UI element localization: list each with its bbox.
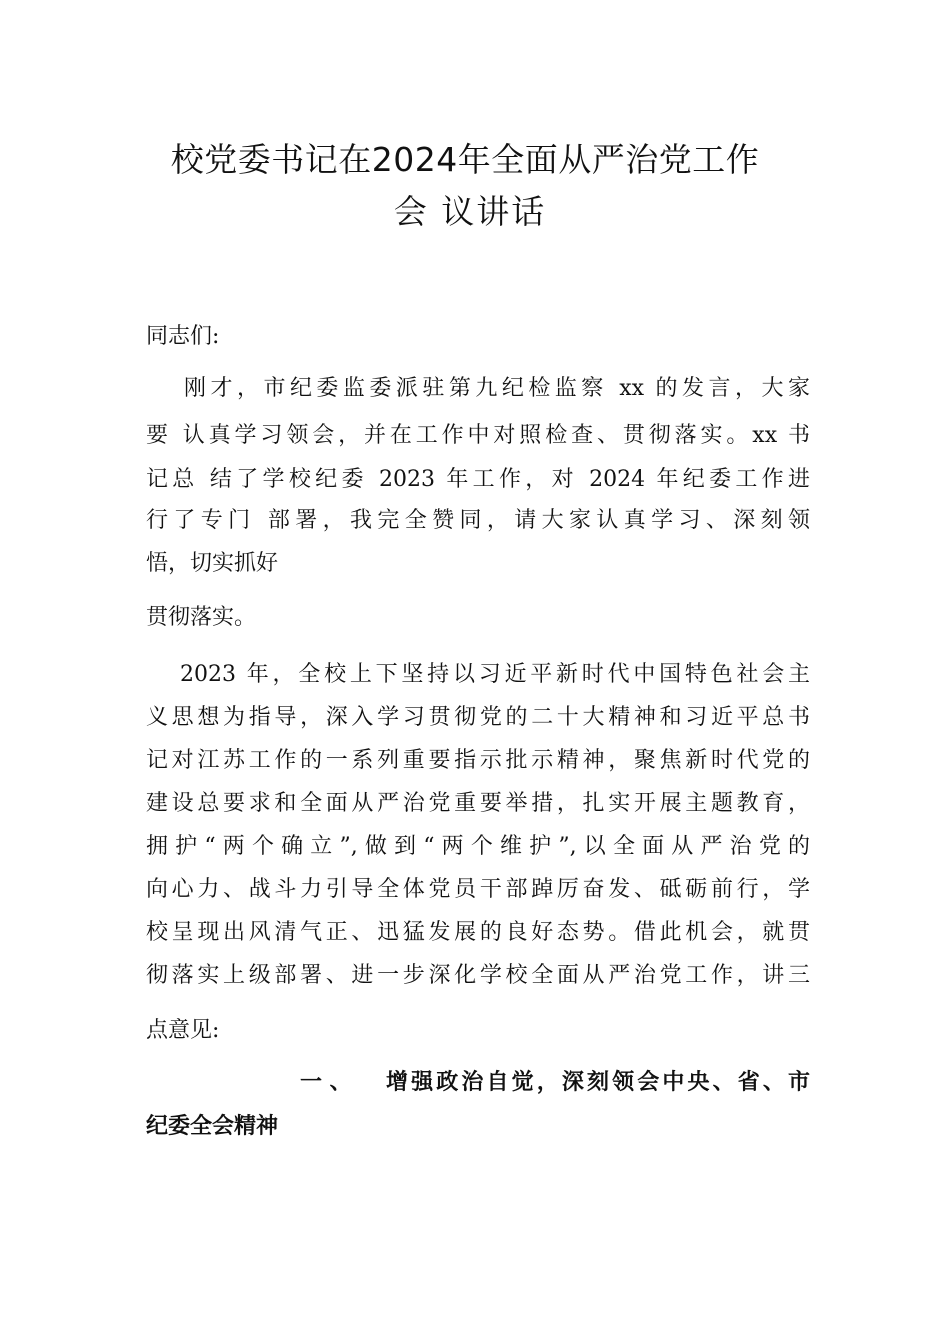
paragraph-1-line-5: 悟，切实抓好 <box>146 551 279 576</box>
document-title-line-1: 校党委书记在2024年全面从严治党工作 <box>170 140 760 179</box>
paragraph-2-line-5: 拥护“两个确立”,做到“两个维护”,以全面从严治党的 <box>146 834 810 859</box>
paragraph-2-line-1: 2023 年，全校上下坚持以习近平新时代中国特色社会主 <box>180 662 810 687</box>
paragraph-2-line-4: 建设总要求和全面从严治党重要举措，扎实开展主题教育， <box>146 791 810 816</box>
paragraph-1-line-1: 刚才，市纪委监委派驻第九纪检监察 xx 的发言，大家 <box>184 376 810 401</box>
section-1-title-line-2: 纪委全会精神 <box>146 1114 279 1139</box>
document-title-line-2: 会 议讲话 <box>393 192 547 231</box>
salutation: 同志们: <box>146 324 220 349</box>
paragraph-1-line-3: 记总 结了学校纪委 2023 年工作，对 2024 年纪委工作进 <box>146 467 810 492</box>
paragraph-2-line-2: 义思想为指导，深入学习贯彻党的二十大精神和习近平总书 <box>146 705 810 730</box>
paragraph-2-line-8: 彻落实上级部署、进一步深化学校全面从严治党工作，讲三 <box>146 963 810 988</box>
section-1-title-line-1: 增强政治自觉，深刻领会中央、省、市 <box>386 1070 810 1095</box>
paragraph-2-line-6: 向心力、战斗力引导全体党员干部踔厉奋发、砥砺前行，学 <box>146 877 810 902</box>
paragraph-2-line-9: 点意见: <box>146 1018 220 1043</box>
paragraph-1-line-6: 贯彻落实。 <box>146 605 257 630</box>
paragraph-1-line-4: 行了专门 部署，我完全赞同，请大家认真学习、深刻领 <box>146 508 810 533</box>
paragraph-2-line-7: 校呈现出风清气正、迅猛发展的良好态势。借此机会，就贯 <box>146 920 810 945</box>
paragraph-1-line-2: 要 认真学习领会，并在工作中对照检查、贯彻落实。xx 书 <box>146 423 810 448</box>
paragraph-2-line-3: 记对江苏工作的一系列重要指示批示精神，聚焦新时代党的 <box>146 748 810 773</box>
section-1-number: 一 、 <box>300 1070 352 1095</box>
